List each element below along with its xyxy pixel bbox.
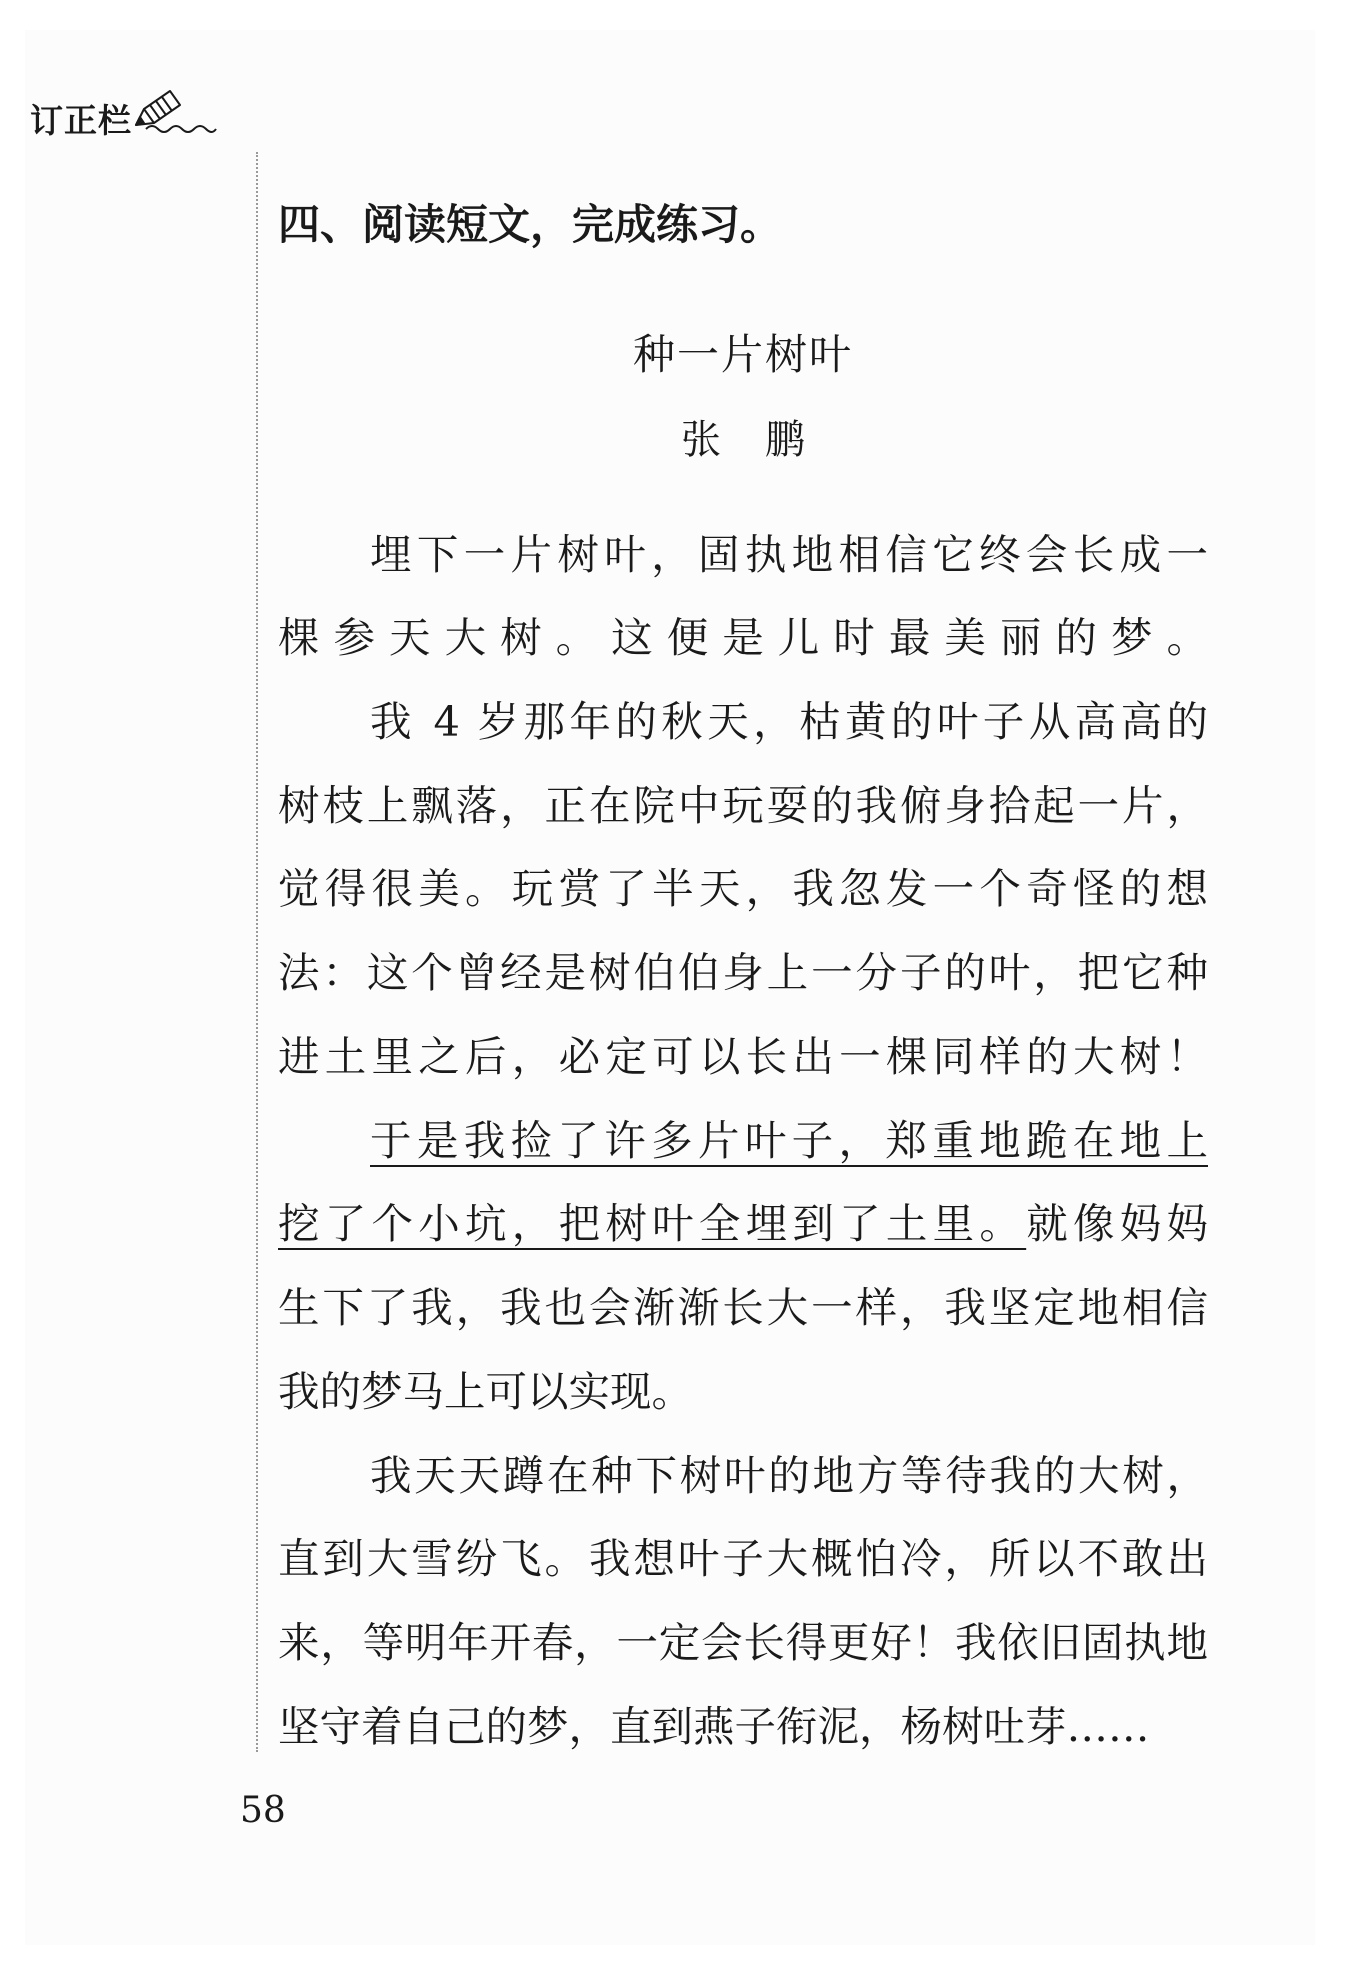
underlined-sentence-part-1: 于是我捡了许多片叶子，郑重地跪在地上: [370, 1116, 1208, 1165]
text-line-continuation: 就像妈妈: [1026, 1199, 1208, 1248]
text-line: 生下了我，我也会渐渐长大一样，我坚定地相信: [278, 1283, 1208, 1332]
correction-column-label: 订正栏: [30, 101, 132, 140]
underlined-sentence-part-2: 挖了个小坑，把树叶全埋到了土里。: [278, 1199, 1027, 1248]
correction-column-header: [30, 95, 220, 142]
text-line: 我的梦马上可以实现。: [278, 1367, 694, 1416]
text-line: 觉得很美。玩赏了半天，我忽发一个奇怪的想: [278, 864, 1208, 913]
text-line: 我 4 岁那年的秋天，枯黄的叶子从高高的: [370, 697, 1208, 746]
text-line: 来，等明年开春，一定会长得更好！我依旧固执地: [278, 1618, 1208, 1667]
article-author: 张鹏: [681, 417, 849, 463]
text-line: 树枝上飘落，正在院中玩耍的我俯身拾起一片，: [278, 781, 1208, 830]
article-title: 种一片树叶: [632, 330, 853, 379]
page-number: 58: [240, 1790, 286, 1831]
section-heading: 四、阅读短文，完成练习。: [278, 200, 783, 249]
text-line: 棵参天大树。这便是儿时最美丽的梦。: [278, 613, 1208, 662]
text-line-underlined: [370, 1111, 1208, 1171]
text-line: 我天天蹲在种下树叶的地方等待我的大树，: [370, 1451, 1208, 1500]
pencil-icon: [130, 87, 220, 137]
text-line: [278, 1194, 1208, 1254]
text-line: 埋下一片树叶，固执地相信它终会长成一: [370, 530, 1208, 579]
text-line: 坚守着自己的梦，直到燕子衔泥，杨树吐芽……: [278, 1702, 1150, 1751]
text-line: 法：这个曾经是树伯伯身上一分子的叶，把它种: [278, 948, 1208, 997]
text-line: 进土里之后，必定可以长出一棵同样的大树！: [278, 1032, 1208, 1081]
text-line: 直到大雪纷飞。我想叶子大概怕冷，所以不敢出: [278, 1534, 1208, 1583]
margin-divider: [256, 152, 258, 1752]
